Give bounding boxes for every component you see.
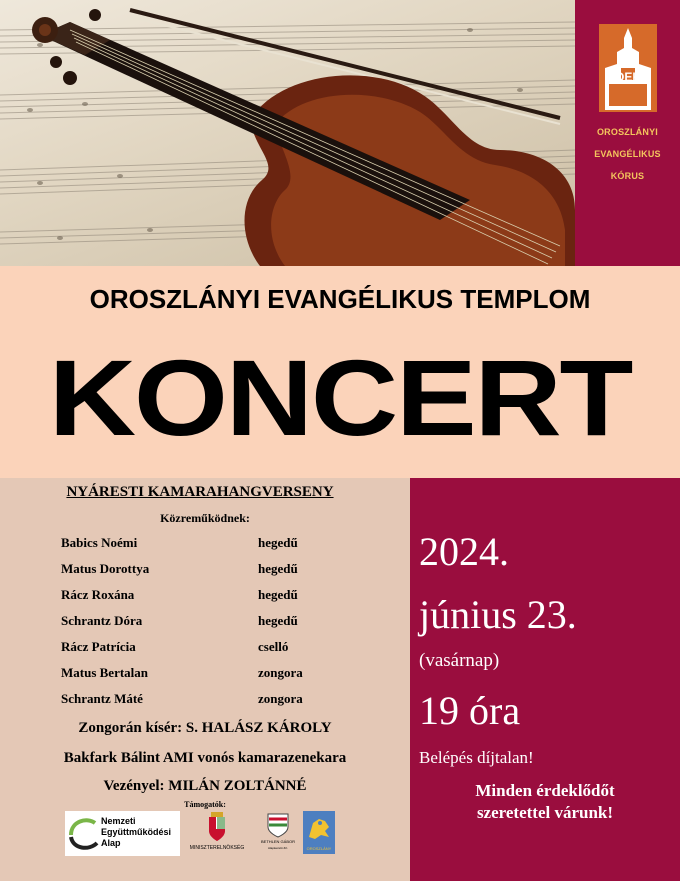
concert-title: KONCERT — [48, 337, 632, 458]
nea-line-2: Együttműködési — [101, 827, 172, 837]
bethlen-line-1: BETHLEN GÁBOR — [260, 839, 295, 844]
performer-instrument: cselló — [258, 639, 289, 654]
ministry-logo — [187, 811, 247, 856]
performer-name: Matus Dorottya — [61, 561, 150, 576]
event-year: 2024. — [419, 529, 509, 574]
performer-instrument: hegedű — [258, 535, 298, 550]
performer-instrument: hegedű — [258, 587, 298, 602]
conductor-line: Vezényel: MILÁN ZOLTÁNNÉ — [103, 778, 307, 794]
program-subtitle: NYÁRESTI KAMARAHANGVERSENY — [66, 484, 334, 500]
welcome-message — [410, 780, 680, 824]
logo-letters: OEK — [614, 70, 641, 84]
choir-logo — [599, 24, 657, 112]
church-icon — [599, 24, 657, 112]
nea-logo — [65, 811, 180, 856]
performer-instrument: zongora — [258, 665, 303, 680]
orchestra-line: Bakfark Bálint AMI vonós kamarazenekara — [63, 750, 347, 766]
choir-name-line-2: EVANGÉLIKUS — [594, 149, 661, 159]
performer-instrument: hegedű — [258, 561, 298, 576]
performer-name: Matus Bertalan — [61, 665, 149, 680]
violin-illustration — [0, 0, 575, 266]
performer-name: Babics Noémi — [61, 535, 138, 550]
nea-line-1: Nemzeti — [101, 816, 136, 826]
city-logo — [303, 811, 335, 854]
event-weekday: (vasárnap) — [419, 650, 500, 671]
welcome-line-1: Minden érdeklődőt — [475, 781, 615, 800]
accompanist-line: Zongorán kísér: S. HALÁSZ KÁROLY — [78, 720, 332, 736]
event-panel — [410, 478, 680, 881]
choir-name-line-3: KÓRUS — [610, 171, 645, 181]
coat-of-arms-icon — [187, 811, 247, 843]
contributors-label: Közreműködnek: — [160, 511, 250, 525]
entry-note: Belépés díjtalan! — [419, 748, 534, 767]
welcome-line-2: szeretettel várunk! — [476, 803, 614, 822]
choir-panel — [575, 0, 680, 266]
performer-name: Rácz Roxána — [61, 587, 135, 602]
performer-instrument: hegedű — [258, 613, 298, 628]
performer-name: Schrantz Máté — [61, 691, 143, 706]
ministry-name: MINISZTERELNÖKSÉG — [189, 845, 245, 851]
bethlen-line-2: Alapkezelő Zrt. — [267, 846, 288, 850]
nea-line-3: Alap — [101, 838, 121, 848]
church-title: OROSZLÁNYI EVANGÉLIKUS TEMPLOM — [89, 284, 591, 314]
supporters-label: Támogatók: — [184, 800, 226, 809]
event-time: 19 óra — [419, 688, 521, 733]
event-date: június 23. — [419, 592, 577, 637]
lion-emblem-icon — [303, 811, 335, 845]
bethlen-logo — [258, 811, 298, 856]
choir-name-line-1: OROSZLÁNYI — [596, 127, 658, 137]
program-panel — [0, 478, 410, 881]
performer-name: Rácz Patrícia — [61, 639, 136, 654]
performer-instrument: zongora — [258, 691, 303, 706]
violin-photo — [0, 0, 575, 266]
performer-name: Schrantz Dóra — [61, 613, 143, 628]
bethlen-shield-icon — [258, 811, 298, 839]
city-name: OROSZLÁNY — [306, 846, 332, 851]
title-band — [0, 266, 680, 478]
